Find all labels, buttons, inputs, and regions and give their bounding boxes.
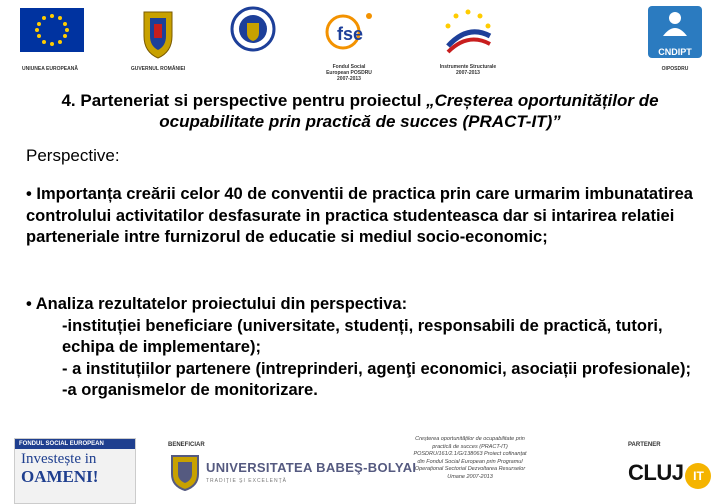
eu-caption: UNIUNEA EUROPEANĂ (22, 66, 78, 72)
partener-label: PARTENER (628, 442, 661, 448)
fse-line2: OAMENI! (21, 467, 99, 486)
ubb-crest-icon (168, 452, 202, 492)
structural-instruments-icon (440, 6, 496, 58)
cndipt-logo (648, 6, 702, 58)
cluj-it-logo (628, 460, 711, 489)
title-project: „Creșterea oportunităților de ocupabilitate prin practică de succes (PRACT-IT)” (159, 91, 659, 131)
beneficiar-label: BENEFICIAR (168, 442, 205, 448)
svg-text:fse: fse (337, 24, 364, 44)
logo-bar (0, 0, 720, 80)
paragraph-analysis (26, 294, 706, 402)
fse-caption: Fondul Social European POSDRU 2007-2013 (326, 64, 372, 82)
cndipt-label: CNDIPT (658, 47, 692, 57)
gov-caption: GUVERNUL ROMÂNIEI (130, 66, 186, 72)
analysis-item: -a organismelor de monitorizare. (62, 381, 318, 399)
paragraph-importance: • Importanța creării celor 40 de conventii de practica prin care urmarim imbunatatirea controlului activitatilor desfasurate in practica studenteasca dar si intarirea relatiei parteneriale intre furnizorul de educatie si mediul socio-economic; (26, 185, 693, 246)
ubb-logo (168, 452, 417, 496)
analysis-lead: • Analiza rezultatelor proiectului din perspectiva: (26, 295, 408, 313)
analysis-item: - a instituțiilor partenere (intreprinderi, agenţi economici, asociații profesionale); (62, 359, 691, 378)
eu-flag-icon (20, 6, 84, 58)
is-caption: Instrumente Structurale 2007-2013 (439, 64, 497, 76)
project-info-text: Creșterea oportunităților de ocupabilitate prin practică de succes (PRACT-IT) POSDRU/161/2.1/G/138063 Proiect cofinanțat din Fondul Social European prin Programul Operațional Sectorial Dezvoltarea Resurselor Umane 2007-2013 (413, 436, 527, 480)
fse-banner-title: FONDUL SOCIAL EUROPEAN (15, 439, 135, 449)
analysis-item: -instituției beneficiare (universitate, studenți, responsabili de practică, tutori, echipa de implementare); (62, 316, 663, 356)
cluj-it-badge: IT (685, 463, 711, 489)
government-seal-icon (230, 6, 276, 52)
romania-coat-of-arms-icon (140, 6, 176, 60)
ubb-name: UNIVERSITATEA BABEŞ-BOLYAI (206, 460, 417, 475)
cndipt-figure-icon (648, 6, 702, 40)
fse-invest-banner (14, 438, 136, 504)
ubb-subtitle: TRADIŢIE ŞI EXCELENŢĂ (206, 478, 288, 484)
footer-logos (0, 428, 720, 504)
title-prefix: 4. Parteneriat si perspective pentru proiectul (61, 91, 427, 110)
cluj-word: CLUJ (628, 460, 684, 485)
section-heading: Perspective: (26, 146, 120, 165)
page-title (20, 90, 700, 132)
fse-logo-icon (325, 6, 381, 56)
cndipt-caption: OIPOSDRU (661, 66, 689, 72)
fse-line1: Investește in (21, 451, 97, 467)
